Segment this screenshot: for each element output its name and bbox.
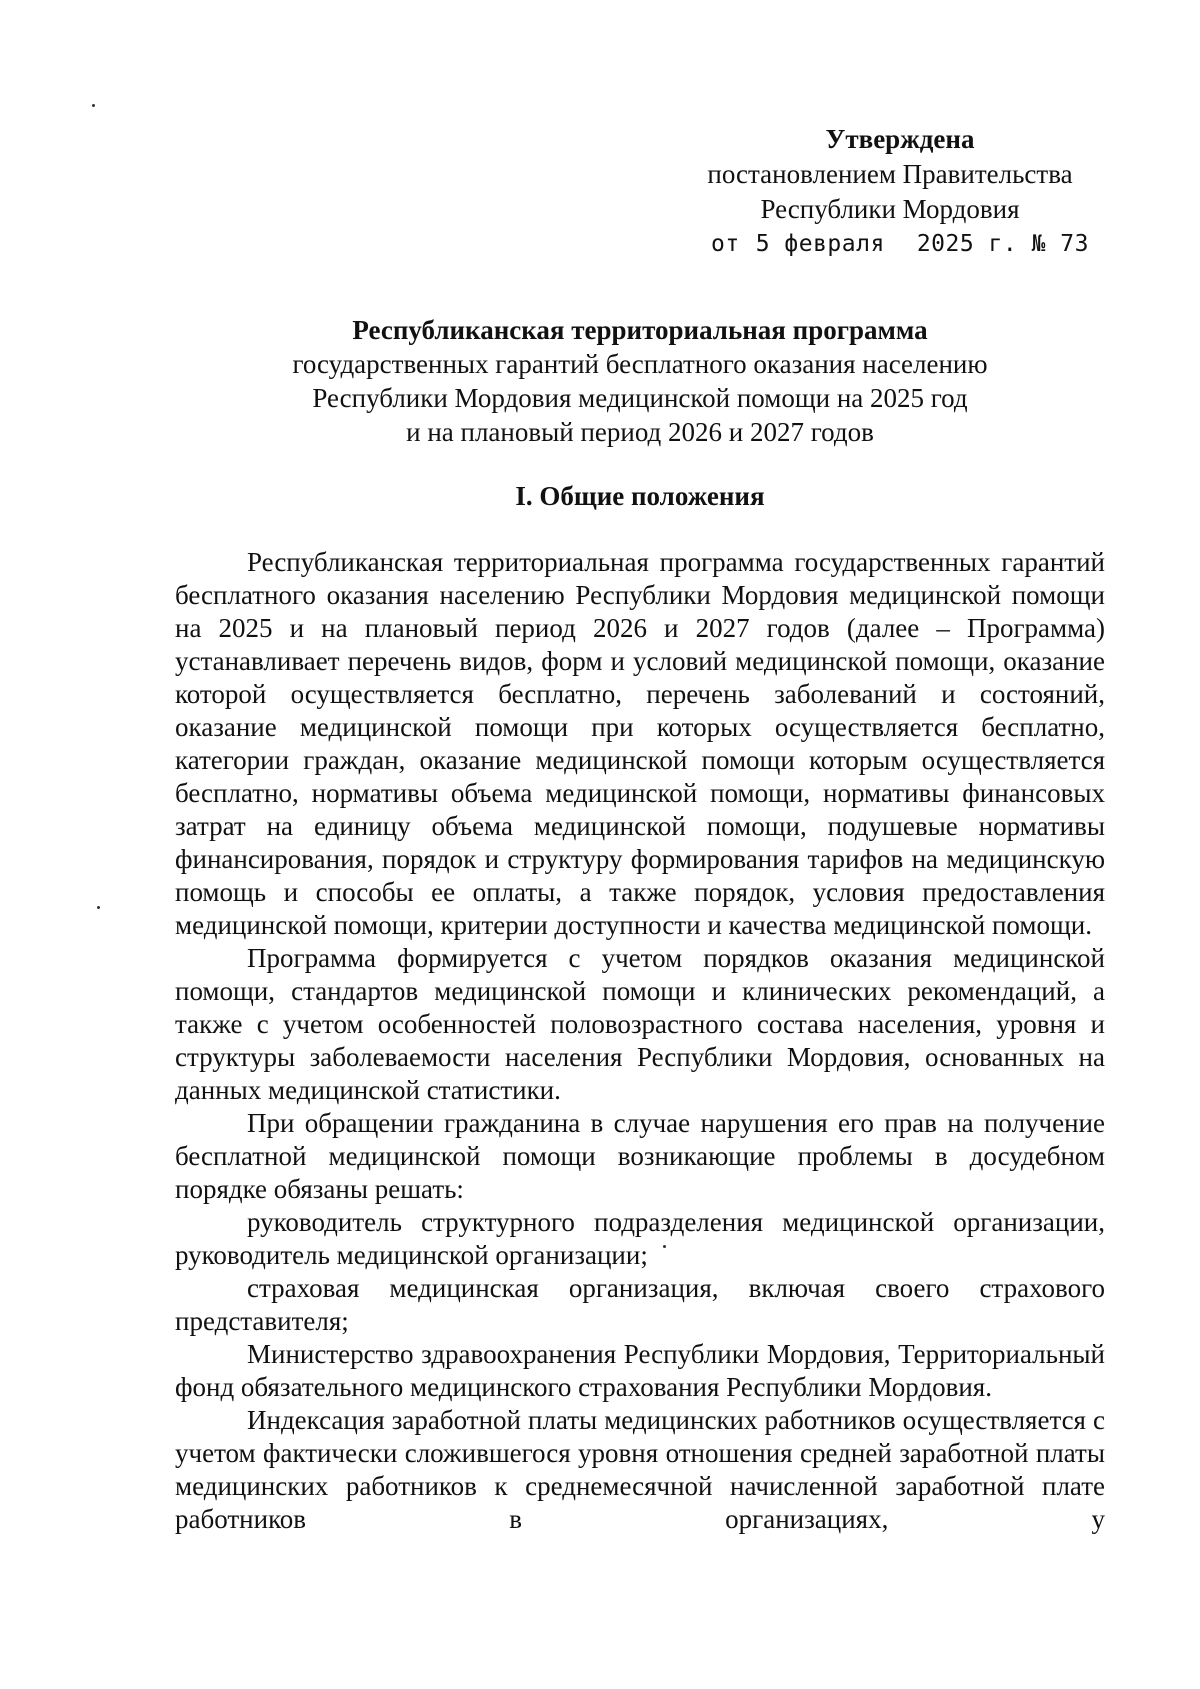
approval-heading: Утверждена bbox=[825, 124, 975, 154]
date-day: 5 февраля bbox=[755, 231, 885, 257]
scan-speck bbox=[97, 906, 100, 909]
paragraph: Индексация заработной платы медицинских работников осуществляется с учетом фактически сложившегося уровня отношения средней заработной платы медицинских работников к среднемесячной начисленной заработной плате работников в организациях, у bbox=[175, 1405, 1105, 1534]
date-year: 2025 г. № bbox=[916, 231, 1046, 257]
date-prefix: от bbox=[710, 231, 740, 257]
document-number: 73 bbox=[1060, 231, 1089, 257]
scan-speck bbox=[92, 104, 95, 107]
title-line: Республиканская территориальная программа bbox=[352, 315, 928, 345]
title-line: Республики Мордовия медицинской помощи на 2025 год bbox=[312, 383, 968, 413]
paragraph: Программа формируется с учетом порядков оказания медицинской помощи, стандартов медицинской помощи и клинических рекомендаций, а также с учетом особенностей половозрастного состава населения, уровня и структуры заболеваемости населения Республики Мордовия, основанных на данных медицинской статистики. bbox=[175, 943, 1105, 1105]
document-title bbox=[175, 313, 1105, 449]
approval-stamp bbox=[680, 122, 1100, 262]
approval-date bbox=[680, 227, 1100, 262]
title-line: государственных гарантий бесплатного оказания населению bbox=[292, 349, 988, 379]
document-body bbox=[175, 546, 1105, 1536]
approval-line: Республики Мордовия bbox=[760, 194, 1020, 224]
title-line: и на плановый период 2026 и 2027 годов bbox=[406, 417, 874, 447]
paragraph: руководитель структурного подразделения медицинской организации, руководитель медицинской организации; bbox=[175, 1207, 1105, 1270]
approval-line: постановлением Правительства bbox=[707, 159, 1073, 189]
paragraph: Республиканская территориальная программа государственных гарантий бесплатного оказания населению Республики Мордовия медицинской помощи на 2025 и на плановый период 2026 и 2027 годов (далее – Программа) устанавливает перечень видов, форм и условий медицинской помощи, оказание которой осуществляется бесплатно, перечень заболеваний и состояний, оказание медицинской помощи при которых осуществляется бесплатно, категории граждан, оказание медицинской помощи которым осуществляется бесплатно, нормативы объема медицинской помощи, нормативы финансовых затрат на единицу объема медицинской помощи, подушевые нормативы финансирования, порядок и структуру формирования тарифов на медицинскую помощь и способы ее оплаты, а также порядок, условия предоставления медицинской помощи, критерии доступности и качества медицинской помощи. bbox=[175, 547, 1105, 940]
section-heading: I. Общие положения bbox=[515, 481, 765, 511]
paragraph: страховая медицинская организация, включая своего страхового представителя; bbox=[175, 1273, 1105, 1336]
paragraph: При обращении гражданина в случае нарушения его прав на получение бесплатной медицинской помощи возникающие проблемы в досудебном порядке обязаны решать: bbox=[175, 1108, 1105, 1204]
paragraph: Министерство здравоохранения Республики Мордовия, Территориальный фонд обязательного медицинского страхования Республики Мордовия. bbox=[175, 1339, 1105, 1402]
